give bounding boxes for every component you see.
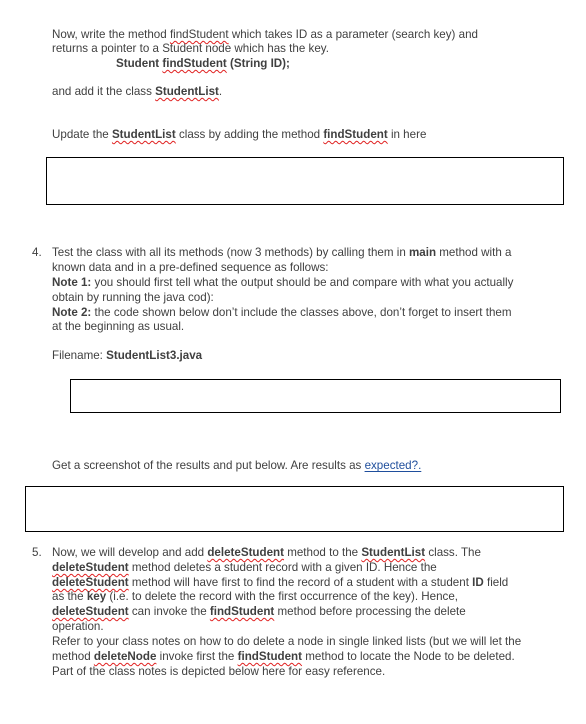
item4-line-2: known data and in a pre-defined sequence as follows: <box>52 261 329 274</box>
item4-note-1 <box>52 276 513 291</box>
method-name: findStudent <box>162 57 227 70</box>
text: can invoke the <box>128 605 210 618</box>
item4-line-4: obtain by running the java cod): <box>52 291 214 304</box>
text: as the <box>52 590 87 603</box>
field-name: ID <box>472 576 484 589</box>
text: Student <box>116 57 163 70</box>
intro-line-2: returns a pointer to a Student node which has the key. <box>52 42 329 55</box>
text: (String ID); <box>226 57 290 70</box>
text: and add it the class <box>52 85 156 98</box>
method-signature <box>116 57 290 72</box>
item5-line-4 <box>52 590 458 605</box>
method-name: deleteStudent <box>52 576 129 589</box>
method-name: deleteStudent <box>52 605 129 618</box>
text: class by adding the method <box>175 128 324 141</box>
item4-line-6: at the beginning as usual. <box>52 320 185 333</box>
text: Get a screenshot of the results and put below. Are results as <box>52 459 365 472</box>
text: . <box>218 85 223 98</box>
list-number-4: 4. <box>32 246 42 259</box>
item5-line-7: Refer to your class notes on how to do delete a node in single linked lists (but we will let the <box>52 635 522 648</box>
method-name: deleteNode <box>93 650 157 663</box>
text: method to the <box>283 546 362 559</box>
update-class-line <box>52 128 426 143</box>
note-label: Note 1: <box>52 276 92 289</box>
item5-line-6: operation. <box>52 620 104 633</box>
class-name: StudentList <box>111 128 176 141</box>
screenshot-instruction <box>52 459 421 474</box>
method-name: findStudent <box>209 605 275 618</box>
item5-line-1 <box>52 546 481 561</box>
text: method deletes a student record with a given ID. Hence the <box>128 561 437 574</box>
item5-line-8 <box>52 650 515 665</box>
text: method to locate the Node to be deleted. <box>302 650 515 663</box>
item5-line-3 <box>52 576 508 591</box>
text: Update the <box>52 128 112 141</box>
keyword-main: main <box>408 246 437 259</box>
text: the code shown below don’t include the classes above, don’t forget to insert them <box>91 306 512 319</box>
text: class. The <box>425 546 481 559</box>
method-name: deleteStudent <box>52 561 129 574</box>
intro-line-1 <box>52 28 478 43</box>
answer-box-code[interactable] <box>70 379 561 413</box>
text: method <box>52 650 94 663</box>
text: field <box>483 576 509 589</box>
answer-box-screenshot[interactable] <box>25 486 564 532</box>
item4-note-2 <box>52 306 512 321</box>
text: invoke first the <box>156 650 238 663</box>
keyword-key: key <box>86 590 107 603</box>
text: Now, we will develop and add <box>52 546 208 559</box>
text: which takes ID as a parameter (search key) and <box>228 28 478 41</box>
class-name: StudentList <box>155 85 219 98</box>
text: in here <box>387 128 427 141</box>
filename-value: StudentList3.java <box>106 349 203 362</box>
text: method will have first to find the record of a student with a student <box>128 576 473 589</box>
item5-line-2 <box>52 561 437 576</box>
class-name: StudentList <box>361 546 426 559</box>
item4-line-1 <box>52 246 511 261</box>
method-name: findStudent <box>169 28 229 41</box>
expected-link[interactable]: expected?. <box>364 459 422 472</box>
text: (i.e. to delete the record with the first occurrence of the key). Hence, <box>106 590 458 603</box>
add-to-class-line <box>52 85 222 100</box>
method-name: findStudent <box>237 650 303 663</box>
list-number-5: 5. <box>32 546 42 559</box>
text: method before processing the delete <box>274 605 466 618</box>
text: Test the class with all its methods (now 3 methods) by calling them in <box>52 246 409 259</box>
answer-box-update-class[interactable] <box>46 157 564 205</box>
filename-line <box>52 349 202 364</box>
item5-line-5 <box>52 605 466 620</box>
filename-label: Filename: <box>52 349 107 362</box>
method-name: deleteStudent <box>207 546 284 559</box>
text: Now, write the method <box>52 28 170 41</box>
item5-line-9: Part of the class notes is depicted below here for easy reference. <box>52 665 386 678</box>
note-label: Note 2: <box>52 306 92 319</box>
text: you should first tell what the output should be and compare with what you actually <box>91 276 514 289</box>
method-name: findStudent <box>323 128 388 141</box>
text: method with a <box>436 246 512 259</box>
